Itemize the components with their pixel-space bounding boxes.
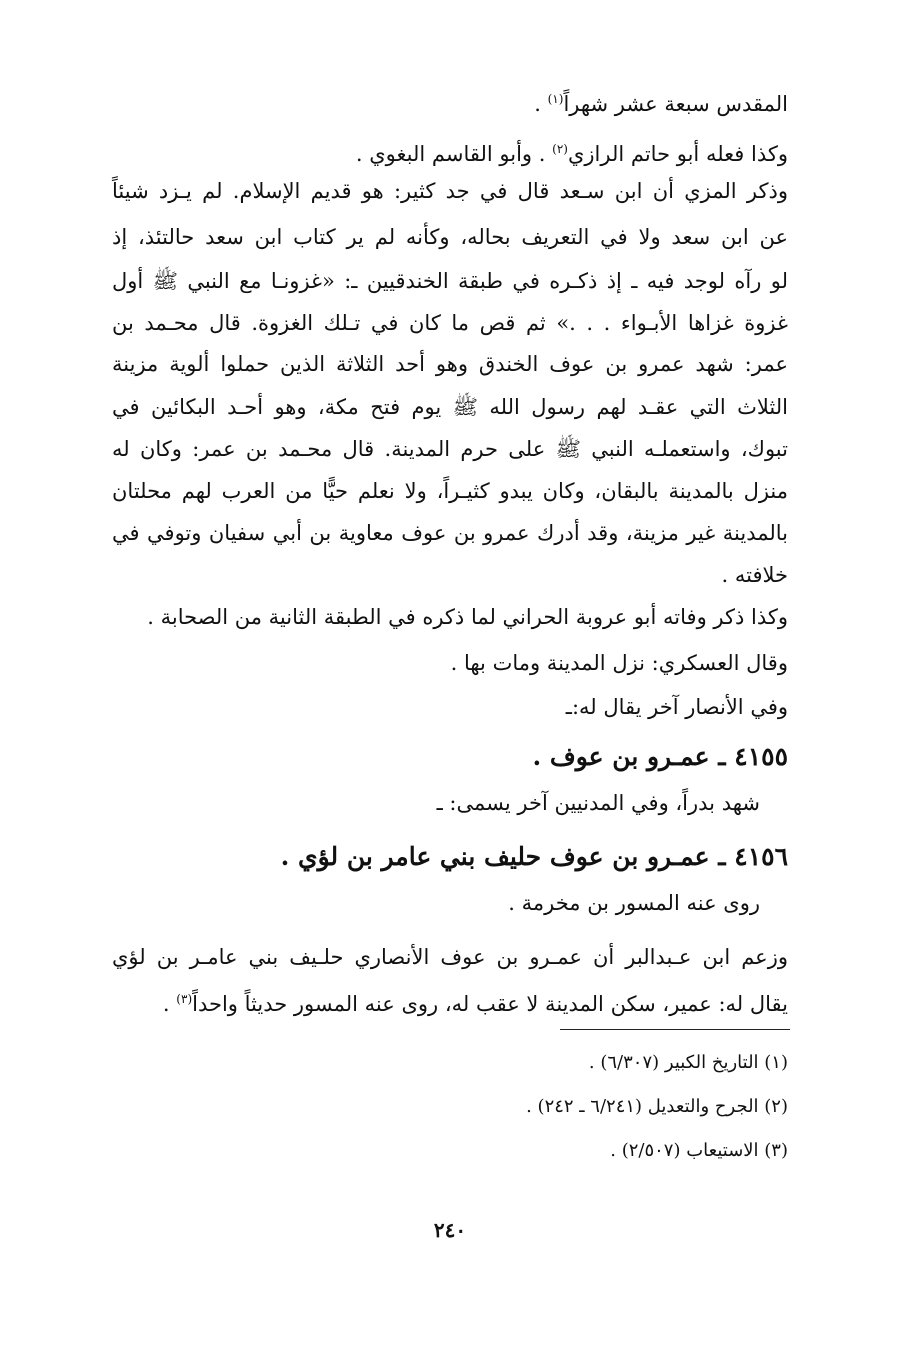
entry-heading: ٤١٥٥ ـ عمـرو بن عوف . [532,742,788,771]
line-end-dot: . [162,992,170,1016]
text-line: خلافته . [721,563,788,587]
text-line: الثلاث التي عقـد لهم رسول الله ﷺ يوم فتح مكة، وهو أحـد البكائين في [112,395,788,419]
line-text: وكذا فعله أبو حاتم الرازي [567,142,788,166]
text-line: عمر: شهد عمرو بن عوف الخندق وهو أحد الثلاثة الذين حملوا ألوية مزينة [112,352,788,376]
text-line [356,132,788,171]
text-line: منزل بالمدينة بالبقان، وكان يبدو كثيـراً، ولا نعلم حيًّا من العرب لهم محلتان [112,479,788,503]
footnote-ref: (٣) [176,992,193,1006]
line-end-dot: . [534,92,541,116]
entry-heading: ٤١٥٦ ـ عمـرو بن عوف حليف بني عامر بن لؤي . [280,842,788,871]
footnote: (١) التاريخ الكبير (٦/٣٠٧) . [588,1052,788,1073]
page-number: ٢٤٠ [433,1218,467,1242]
text-line [534,82,788,121]
footnote-ref: (١) [547,92,564,106]
line-text-rest: . وأبو القاسم البغوي . [355,142,546,166]
text-line: وقال العسكري: نزل المدينة ومات بها . [450,651,788,675]
text-line: تبوك، واستعملـه النبي ﷺ على حرم المدينة. قال محـمد بن عمر: وكان له [112,437,788,461]
text-line: شهد بدراً، وفي المدنيين آخر يسمى: ـ [436,791,760,815]
footnote-divider [560,1029,790,1030]
text-line [112,174,788,208]
text-line: بالمدينة غير مزينة، وقد أدرك عمرو بن عوف معاوية بن أبي سفيان وتوفي في [112,521,788,545]
text-line [163,982,788,1021]
footnote: (٢) الجرح والتعديل (٦/٢٤١ ـ ٢٤٢) . [526,1096,788,1117]
line-text: ذكر المزي أن ابن سـعد قال في جد كثير: هو قديم الإسلام. لم يـزد شيئاً [112,179,778,203]
text-line: لو رآه لوجد فيه ـ إذ ذكـره في طبقة الخندقيين ـ: «غزونـا مع النبي ﷺ أول [112,269,788,293]
text-line: وكذا ذكر وفاته أبو عروبة الحراني لما ذكره في الطبقة الثانية من الصحابة . [147,605,788,629]
text-line: روى عنه المسور بن مخرمة . [508,891,760,915]
text-line: غزوة غزاها الأبـواء . . .» ثم قص ما كان في تـلك الغزوة. قال محـمد بن [112,311,788,335]
line-text: يقال له: عمير، سكن المدينة لا عقب له، روى عنه المسور حديثاً واحداً [192,992,788,1016]
footnote: (٣) الاستيعاب (٢/٥٠٧) . [610,1140,788,1161]
text-line: وزعم ابن عـبدالبر أن عمـرو بن عوف الأنصاري حلـيف بني عامـر بن لؤي [112,945,788,969]
text-line: عن ابن سعد ولا في التعريف بحاله، وكأنه لم ير كتاب ابن سعد حالتئذ، إذ [112,225,788,249]
text-line: وفي الأنصار آخر يقال له:ـ [565,695,788,719]
footnote-ref: (٢) [552,142,568,156]
line-prefix: و [777,179,788,203]
line-text: المقدس سبعة عشر شهراً [563,92,788,116]
